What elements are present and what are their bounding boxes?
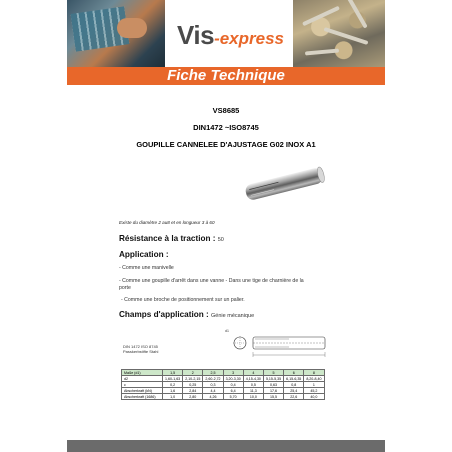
table-cell: 0,25	[183, 382, 203, 388]
application-label: Application :	[119, 250, 169, 259]
table-header-cell: 5	[263, 370, 283, 376]
resistance-label: Résistance à la traction :	[119, 234, 216, 243]
table-cell: 4,15-4,30	[243, 376, 263, 382]
table-cell: 0,5	[243, 382, 263, 388]
table-cell: 25,4	[284, 388, 304, 394]
drawing-caption: Passkerbstifte Stahl	[123, 349, 159, 354]
table-header-label: Maße (d1)	[122, 370, 163, 376]
resistance-row	[119, 234, 224, 243]
drawing-caption: DIN 1472 ISO 8745	[123, 344, 158, 349]
screw-graphic	[324, 27, 369, 45]
header-banner	[67, 0, 385, 67]
table-cell: 1,6	[163, 388, 183, 394]
hand-graphic	[117, 18, 147, 38]
table-cell: 2,60-2,72	[203, 376, 223, 382]
table-cell: 6,15-6,35	[284, 376, 304, 382]
table-cell: 0,63	[263, 382, 283, 388]
table-cell: 8,20-8,40	[304, 376, 324, 382]
application-item: - Comme une manivelle	[119, 265, 174, 271]
table-cell: 3,20-3,30	[223, 376, 243, 382]
product-ref: VS8685	[212, 106, 240, 115]
table-cell: 2,80	[183, 394, 203, 400]
table-header-cell: 6	[284, 370, 304, 376]
brand-name: Vis	[177, 20, 215, 50]
table-cell: 1,60-1,63	[163, 376, 183, 382]
champs-value: Génie mécanique	[211, 313, 255, 319]
table-header-cell: 4	[243, 370, 263, 376]
table-cell: 11,3	[243, 388, 263, 394]
table-cell: 17,6	[263, 388, 283, 394]
application-item: - Comme une goupille d'arrêt dans une vanne - Dans une tige de charnière de la porte	[119, 278, 304, 291]
application-item: - Comme une broche de positionnement sur un palier.	[121, 297, 245, 303]
table-cell: 0,8	[284, 382, 304, 388]
table-cell: 1,0	[163, 394, 183, 400]
technical-drawing	[119, 325, 349, 365]
table-cell: 0,4	[223, 382, 243, 388]
screw-graphic	[346, 0, 367, 29]
dimensions-table	[121, 369, 325, 400]
product-sheet	[67, 0, 385, 452]
availability-note: Existe du diamètre 2 au8 et en longueur 3 à 60	[119, 220, 215, 225]
table-cell: 2,84	[183, 388, 203, 394]
table-row-label: d2	[122, 376, 163, 382]
table-cell: 4,26	[203, 394, 223, 400]
table-header-cell: 2	[183, 370, 203, 376]
table-cell: 0,2	[163, 382, 183, 388]
sheet-title: Fiche Technique	[167, 67, 285, 84]
table-cell: 2,10-2,15	[183, 376, 203, 382]
table-cell: 6,4	[223, 388, 243, 394]
footer-bar	[67, 440, 385, 452]
champs-label: Champs d'application :	[119, 310, 209, 319]
screws-photo	[293, 0, 385, 67]
table-cell: 22,6	[284, 394, 304, 400]
champs-row	[119, 310, 254, 319]
tools-photo	[67, 0, 165, 67]
table-cell: 1	[304, 382, 324, 388]
table-cell: 5,15-5,35	[263, 376, 283, 382]
table-cell: 40,0	[304, 394, 324, 400]
product-norm: DIN1472 ~ISO8745	[193, 123, 259, 132]
table-row-label: Abscherkraft (1686)	[122, 394, 163, 400]
table-row	[122, 394, 325, 400]
table-cell: 15,5	[263, 394, 283, 400]
resistance-value: 50	[217, 237, 224, 243]
table-header-cell: 1,5	[163, 370, 183, 376]
table-row-label: Abscherkraft (kN)	[122, 388, 163, 394]
pin-drawing	[119, 325, 349, 365]
dimension-label: d1	[225, 329, 229, 333]
table-header-cell: 8	[304, 370, 324, 376]
table-cell: 0,3	[203, 382, 223, 388]
table-header-cell: 3	[223, 370, 243, 376]
table-cell: 45,2	[304, 388, 324, 394]
screw-graphic	[305, 49, 339, 56]
product-name: GOUPILLE CANNELEE D'AJUSTAGE G02 INOX A1	[136, 140, 316, 149]
table-header-cell: 2,5	[203, 370, 223, 376]
table-cell: 4,4	[203, 388, 223, 394]
product-image	[239, 152, 329, 216]
table-cell: 10,0	[243, 394, 263, 400]
table-row-label: c	[122, 382, 163, 388]
screw-graphic	[302, 6, 340, 27]
brand-logo	[177, 20, 284, 51]
grooved-pin-image	[239, 152, 329, 216]
table-cell: 5,70	[223, 394, 243, 400]
brand-accent: -express	[214, 29, 284, 48]
